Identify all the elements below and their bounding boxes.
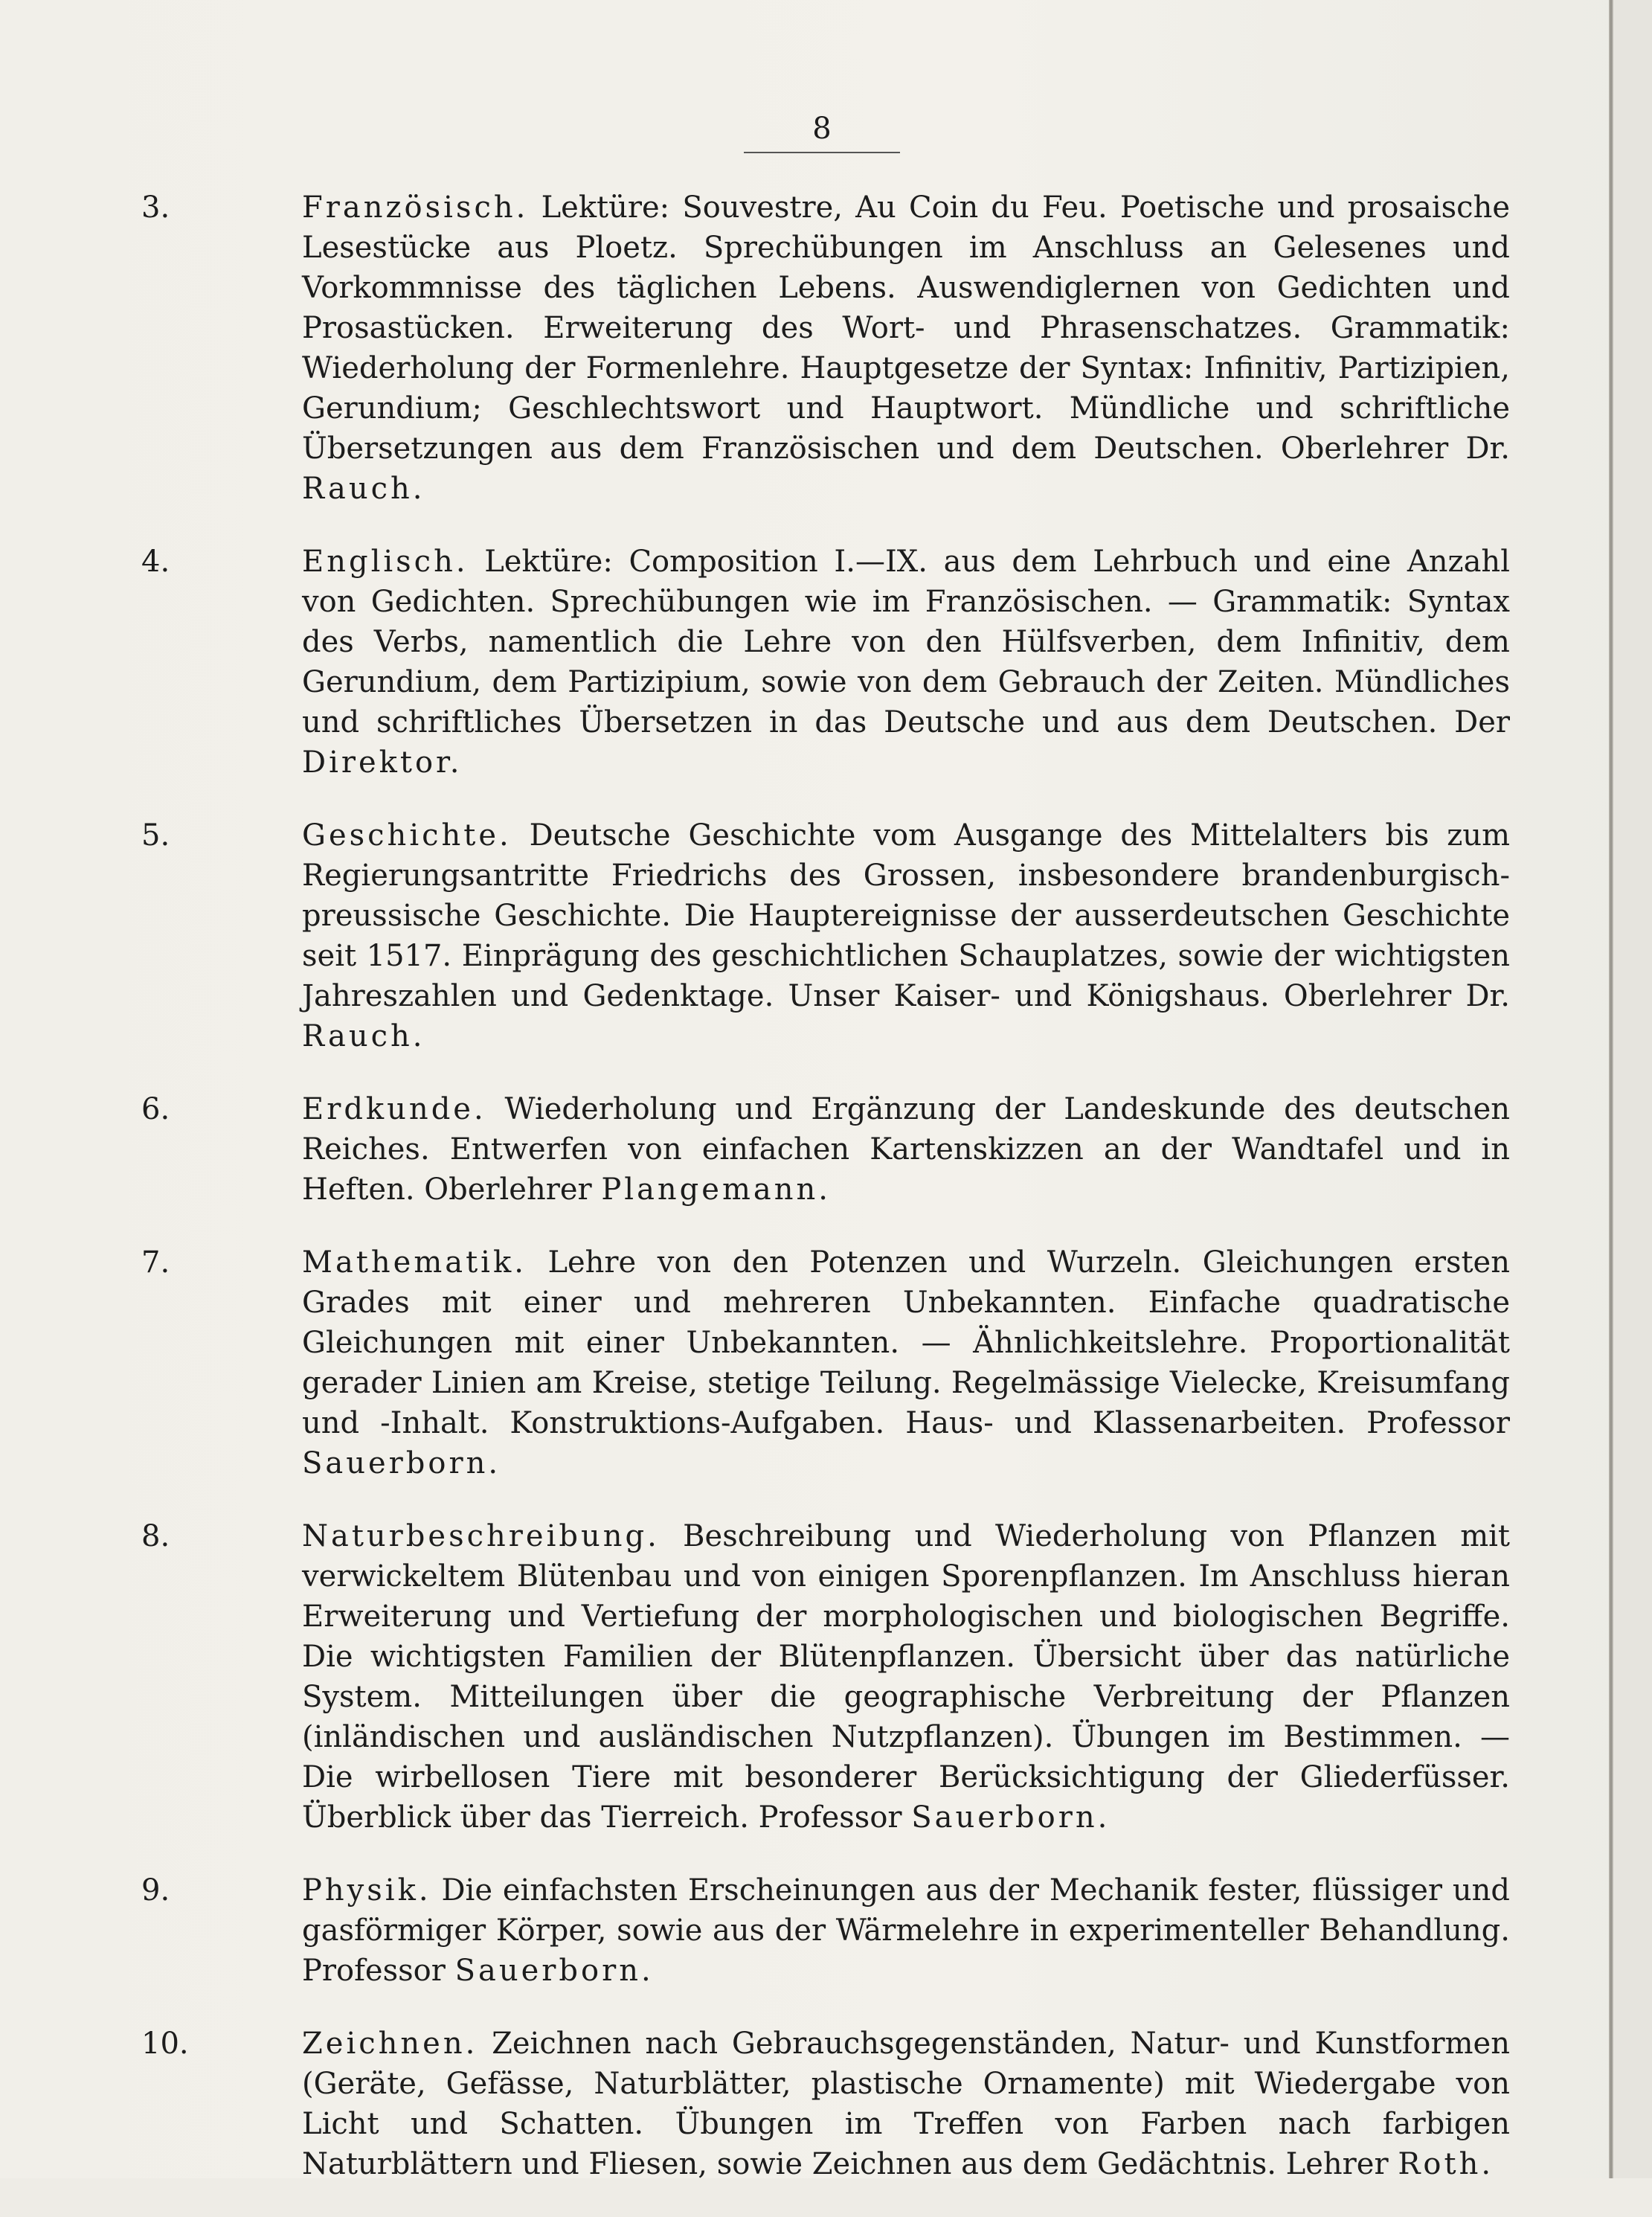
item-paragraph — [302, 542, 1510, 783]
teacher-name: Rauch. — [302, 472, 425, 506]
item-paragraph — [302, 1089, 1510, 1210]
teacher-name: Sauerborn. — [911, 1800, 1111, 1835]
item-paragraph — [302, 1242, 1510, 1483]
teacher-name: Plangemann. — [601, 1172, 831, 1207]
page-margin — [1613, 0, 1652, 2178]
curriculum-item-englisch — [141, 542, 1510, 783]
item-text: Die einfachsten Erscheinungen aus der Mechanik fester, flüssiger und gasförmiger Körper, sowie aus der Wärmelehre in experimenteller Behandlung. Professor — [302, 1873, 1511, 1988]
item-text: Wiederholung und Ergänzung der Landeskunde des deutschen Reiches. Entwerfen von einfachen Kartenskizzen an der Wandtafel und in Heften. Oberlehrer — [302, 1092, 1511, 1207]
curriculum-item-erdkunde — [141, 1089, 1510, 1210]
item-paragraph — [302, 815, 1510, 1056]
item-number: 5. — [141, 818, 170, 853]
item-number: 7. — [141, 1245, 170, 1280]
curriculum-item-geschichte — [141, 815, 1510, 1056]
teacher-name: Roth. — [1398, 2147, 1494, 2181]
item-paragraph — [302, 1870, 1510, 1991]
subject-title: Geschichte. — [302, 818, 512, 853]
page-number-rule — [744, 152, 900, 153]
item-number: 9. — [141, 1873, 170, 1908]
curriculum-item-naturbeschreibung — [141, 1516, 1510, 1838]
item-paragraph — [302, 1516, 1510, 1838]
item-number: 8. — [141, 1519, 170, 1553]
subject-title: Erdkunde. — [302, 1092, 486, 1126]
curriculum-item-physik — [141, 1870, 1510, 1991]
item-paragraph — [302, 2024, 1510, 2184]
item-paragraph — [302, 187, 1510, 509]
item-text: Zeichnen nach Gebrauchsgegenständen, Natur- und Kunstformen (Geräte, Gefässe, Naturblätter, plastische Ornamente) mit Wiedergabe von Licht und Schatten. Übungen im Treffen von Farben nach farbigen Naturblättern und Fliesen, sowie Zeichnen aus dem Gedächtnis. Lehrer — [302, 2027, 1510, 2181]
subject-title: Zeichnen. — [302, 2027, 478, 2061]
subject-title: Naturbeschreibung. — [302, 1519, 660, 1553]
item-number: 3. — [141, 190, 170, 225]
item-text: Lehre von den Potenzen und Wurzeln. Gleichungen ersten Grades mit einer und mehreren Unbekannten. Einfache quadratische Gleichungen mit einer Unbekannten. — Ähnlichkeitslehre. Proportionalität gerader Linien am Kreise, stetige Teilung. Regelmässige Vielecke, Kreisumfang und -Inhalt. Konstruktions-Aufgaben. Haus- und Klassenarbeiten. Professor — [302, 1245, 1510, 1440]
item-number: 10. — [141, 2027, 189, 2061]
item-text: Deutsche Geschichte vom Ausgange des Mittelalters bis zum Regierungsantritte Friedrichs des Grossen, insbesondere brandenburgisch-preussische Geschichte. Die Hauptereignisse der ausserdeutschen Geschichte seit 1517. Einprägung des geschichtlichen Schauplatzes, sowie der wichtigsten Jahreszahlen und Gedenktage. Unser Kaiser- und Königshaus. Oberlehrer Dr. — [302, 818, 1510, 1013]
page-edge — [1609, 0, 1613, 2178]
subject-title: Englisch. — [302, 545, 469, 579]
subject-title: Mathematik. — [302, 1245, 527, 1280]
teacher-name: Sauerborn. — [302, 1446, 501, 1480]
teacher-name: Rauch. — [302, 1019, 425, 1053]
curriculum-item-mathematik — [141, 1242, 1510, 1483]
item-number: 6. — [141, 1092, 170, 1126]
item-text: Lektüre: Composition I.—IX. aus dem Lehrbuch und eine Anzahl von Gedichten. Sprechübungen wie im Französischen. — Grammatik: Syntax des Verbs, namentlich die Lehre von den Hülfsverben, dem Infinitiv, dem Gerundium, dem Partizipium, sowie von dem Gebrauch der Zeiten. Mündliches und schriftliches Übersetzen in das Deutsche und aus dem Deutschen. Der — [302, 545, 1510, 739]
page-number: 8 — [812, 112, 832, 146]
item-number: 4. — [141, 545, 170, 579]
curriculum-item-franzoesisch — [141, 187, 1510, 509]
item-text: Lektüre: Souvestre, Au Coin du Feu. Poetische und prosaische Lesestücke aus Ploetz. Sprechübungen im Anschluss an Gelesenes und Vorkommnisse des täglichen Lebens. Auswendiglernen von Gedichten und Prosastücken. Erweiterung des Wort- und Phrasenschatzes. Grammatik: Wiederholung der Formenlehre. Hauptgesetze der Syntax: Infinitiv, Partizipien, Gerundium; Geschlechtswort und Hauptwort. Mündliche und schriftliche Übersetzungen aus dem Französischen und dem Deutschen. Oberlehrer Dr. — [302, 190, 1511, 466]
item-text: Beschreibung und Wiederholung von Pflanzen mit verwickeltem Blütenbau und von einigen Sporenpflanzen. Im Anschluss hieran Erweiterung und Vertiefung der morphologischen und biologischen Begriffe. Die wichtigsten Familien der Blütenpflanzen. Übersicht über das natürliche System. Mitteilungen über die geographische Verbreitung der Pflanzen (inländischen und ausländischen Nutzpflanzen). Übungen im Bestimmen. — Die wirbellosen Tiere mit besonderer Berücksichtigung der Gliederfüsser. Überblick über das Tierreich. Professor — [302, 1519, 1510, 1835]
curriculum-list — [141, 187, 1510, 2217]
subject-title: Französisch. — [302, 190, 529, 225]
teacher-name: Sauerborn. — [454, 1954, 654, 1988]
subject-title: Physik. — [302, 1873, 431, 1908]
curriculum-item-zeichnen — [141, 2024, 1510, 2184]
teacher-name: Direktor. — [302, 745, 463, 780]
